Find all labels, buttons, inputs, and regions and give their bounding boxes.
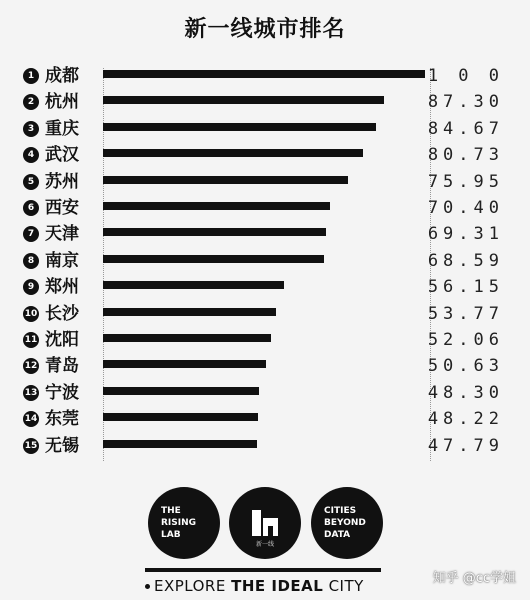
footer-rule (145, 568, 381, 572)
category-label: 宁波 (45, 382, 79, 403)
cities-beyond-data-logo (311, 487, 383, 559)
explore-bold: THE IDEAL (231, 577, 324, 595)
chart-row (0, 117, 530, 143)
bar (103, 281, 284, 289)
chart-row (0, 64, 530, 90)
rank-badge: 13 (23, 385, 39, 401)
category-label: 沈阳 (45, 330, 79, 350)
category-label: 南京 (45, 250, 79, 271)
bar (103, 413, 258, 421)
explore-prefix: EXPLORE (154, 577, 232, 595)
bar (103, 123, 376, 131)
chart-row (0, 302, 530, 328)
value-label: 48.30 (427, 382, 504, 403)
category-label: 西安 (45, 198, 79, 218)
rank-badge: 5 (23, 174, 39, 190)
rank-badge: 6 (23, 200, 39, 216)
bar (103, 96, 384, 104)
chart-row (0, 328, 530, 354)
rank-badge: 3 (23, 121, 39, 137)
value-label: 56.15 (427, 277, 504, 298)
category-label: 重庆 (45, 118, 79, 139)
chart-row (0, 222, 530, 248)
chart-row (0, 143, 530, 169)
value-label: 1 0 0 (427, 66, 504, 86)
category-label: 长沙 (45, 303, 79, 324)
rising-lab-logo-text: THE RISING LAB (161, 506, 197, 540)
rank-badge: 9 (23, 279, 39, 295)
category-label: 天津 (45, 224, 79, 245)
category-label: 成都 (45, 66, 79, 86)
category-label: 青岛 (45, 356, 79, 377)
value-label: 47.79 (427, 435, 504, 456)
rank-badge: 4 (23, 147, 39, 163)
bar (103, 387, 259, 395)
category-label: 苏州 (45, 171, 79, 192)
new-first-tier-logo-text: 新一线 (255, 541, 274, 548)
explore-slogan (145, 577, 364, 595)
chart-row (0, 170, 530, 196)
rank-badge: 11 (23, 332, 39, 348)
category-label: 无锡 (45, 435, 79, 456)
bar (103, 308, 276, 316)
chart-row (0, 354, 530, 380)
chart-row (0, 381, 530, 407)
chart-row (0, 407, 530, 433)
bar (103, 334, 271, 342)
bar (103, 440, 257, 448)
value-label: 84.67 (427, 118, 504, 139)
chart-row (0, 90, 530, 116)
bar (103, 202, 330, 210)
rank-badge: 7 (23, 226, 39, 242)
category-label: 东莞 (45, 409, 79, 430)
watermark: 知乎 @cc学姐 (432, 571, 516, 586)
bar (103, 70, 425, 78)
rank-badge: 14 (23, 411, 39, 427)
rank-badge: 12 (23, 358, 39, 374)
category-label: 武汉 (45, 145, 79, 166)
rank-badge: 2 (23, 94, 39, 110)
chart-title: 新一线城市排名 (184, 17, 346, 42)
rank-badge: 8 (23, 253, 39, 269)
rising-lab-logo (148, 487, 220, 559)
new-first-tier-logo (229, 487, 301, 559)
category-label: 郑州 (45, 277, 79, 298)
building-icon (248, 506, 282, 540)
value-label: 68.59 (427, 250, 504, 271)
bar (103, 255, 324, 263)
value-label: 48.22 (427, 409, 504, 430)
rank-badge: 1 (23, 68, 39, 84)
bar (103, 360, 266, 368)
value-label: 52.06 (427, 330, 504, 350)
cities-beyond-data-logo-text: CITIES BEYOND DATA (324, 506, 366, 540)
value-label: 75.95 (427, 171, 504, 192)
bullet-icon (145, 584, 150, 589)
value-label: 87.30 (427, 92, 504, 113)
bar (103, 176, 348, 184)
chart-row (0, 434, 530, 460)
value-label: 50.63 (427, 356, 504, 377)
value-label: 69.31 (427, 224, 504, 245)
value-label: 70.40 (427, 198, 504, 218)
rank-badge: 15 (23, 438, 39, 454)
chart-row (0, 249, 530, 275)
explore-suffix: CITY (323, 577, 364, 595)
chart-row (0, 275, 530, 301)
chart-row (0, 196, 530, 222)
category-label: 杭州 (45, 92, 79, 113)
value-label: 53.77 (427, 303, 504, 324)
bar (103, 228, 326, 236)
value-label: 80.73 (427, 145, 504, 166)
bar (103, 149, 363, 157)
rank-badge: 10 (23, 306, 39, 322)
